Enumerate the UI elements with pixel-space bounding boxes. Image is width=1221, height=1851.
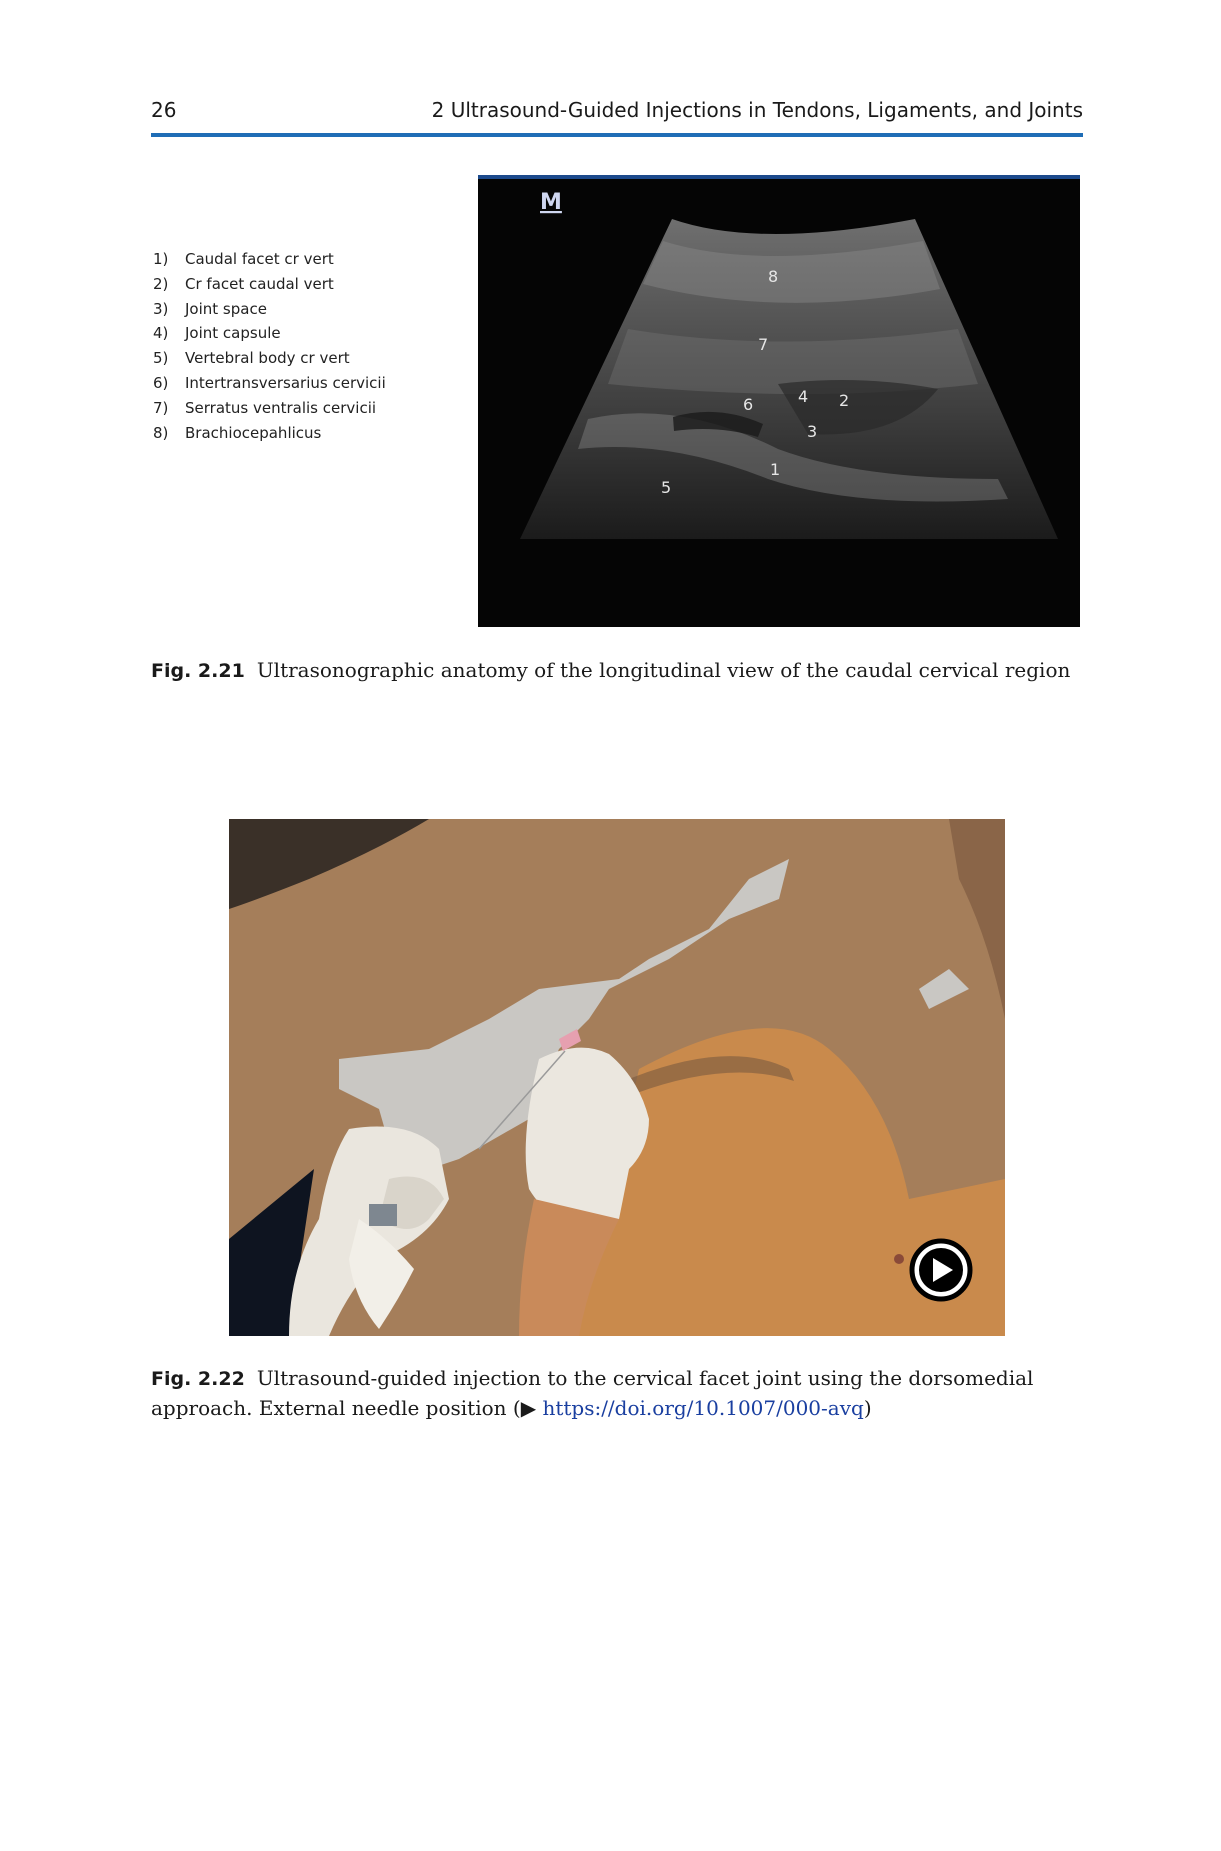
figure-caption <box>151 656 1086 686</box>
legend-item: 6) Intertransversarius cervicii <box>153 373 386 392</box>
ultrasound-label-1: 1 <box>770 460 781 479</box>
page-number: 26 <box>151 98 177 122</box>
figure-label: Fig. 2.22 <box>151 1368 245 1390</box>
figure-caption-text: Ultrasound-guided injection to the cervical facet joint using the dorsomedial approach. External needle position ( <box>151 1366 1034 1420</box>
header-rule <box>151 133 1083 137</box>
injection-photo <box>229 819 1005 1336</box>
legend-item: 3) Joint space <box>153 299 267 318</box>
legend-item: 8) Brachiocepahlicus <box>153 423 322 442</box>
figure-legend <box>153 247 386 445</box>
figure-caption <box>151 1364 1086 1423</box>
play-circle-icon[interactable] <box>912 1241 970 1299</box>
legend-item: 7) Serratus ventralis cervicii <box>153 398 377 417</box>
ultrasound-label-2: 2 <box>839 391 850 410</box>
ultrasound-label-7: 7 <box>758 335 769 354</box>
legend-item: 4) Joint capsule <box>153 324 281 343</box>
figure-caption-text: Ultrasonographic anatomy of the longitudinal view of the caudal cervical region <box>256 658 1071 682</box>
ultrasound-label-5: 5 <box>661 478 672 497</box>
video-play-glyph: ▶ <box>520 1396 537 1420</box>
doi-link[interactable]: https://doi.org/10.1007/000-avq <box>542 1396 864 1420</box>
ultrasound-marker: M <box>540 190 562 215</box>
caption-close-paren: ) <box>863 1396 872 1420</box>
ultrasound-label-8: 8 <box>768 267 779 286</box>
chapter-title: 2 Ultrasound-Guided Injections in Tendons, Ligaments, and Joints <box>431 98 1083 122</box>
ultrasound-label-3: 3 <box>807 422 818 441</box>
ultrasound-label-4: 4 <box>798 387 809 406</box>
legend-item: 5) Vertebral body cr vert <box>153 349 350 368</box>
legend-item: 2) Cr facet caudal vert <box>153 274 334 293</box>
ultrasound-label-6: 6 <box>743 395 754 414</box>
legend-item: 1) Caudal facet cr vert <box>153 250 334 268</box>
ultrasound-image <box>478 175 1080 627</box>
figure-label: Fig. 2.21 <box>151 660 245 682</box>
running-header <box>151 98 1083 132</box>
